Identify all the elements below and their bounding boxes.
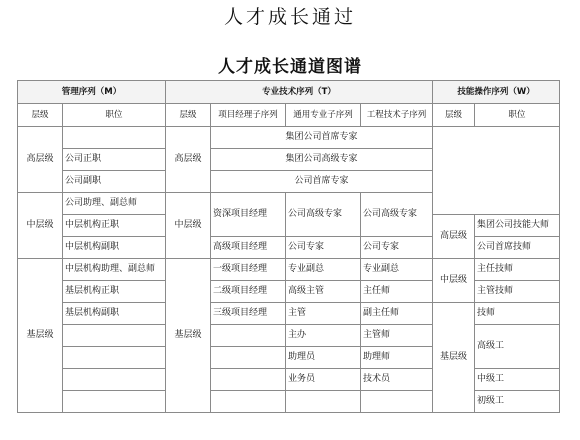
m-base-position: 基层机构正职	[63, 281, 166, 303]
m-mid-position: 公司助理、副总师	[63, 193, 166, 215]
t-base-engineering: 技术员	[361, 369, 433, 391]
technical-sequence-header: 专业技术序列（T）	[166, 81, 433, 104]
t-base-project	[211, 325, 286, 347]
w-base-position: 技师	[475, 303, 560, 325]
t-high-row: 公司首席专家	[211, 171, 433, 193]
m-high-level: 高层级	[18, 127, 63, 193]
t-mid-general: 公司专家	[286, 237, 361, 259]
m-level-header: 层级	[18, 104, 63, 127]
t-base-engineering: 专业副总	[361, 259, 433, 281]
t-base-project: 二级项目经理	[211, 281, 286, 303]
t-base-engineering: 主任师	[361, 281, 433, 303]
table-title: 人才成长通道图谱	[218, 57, 362, 77]
t-project-header: 项目经理子序列	[211, 104, 286, 127]
t-base-general: 专业副总	[286, 259, 361, 281]
m-high-position: 公司正职	[63, 149, 166, 171]
w-base-position: 高级工	[475, 325, 560, 369]
t-base-project	[211, 391, 286, 413]
skill-sequence-header: 技能操作序列（W）	[433, 81, 560, 104]
t-base-general	[286, 391, 361, 413]
t-high-level: 高层级	[166, 127, 211, 193]
t-base-general: 高级主管	[286, 281, 361, 303]
t-base-project	[211, 369, 286, 391]
w-position-header: 职位	[475, 104, 560, 127]
t-general-header: 通用专业子序列	[286, 104, 361, 127]
t-base-engineering: 助理师	[361, 347, 433, 369]
m-base-position	[63, 369, 166, 391]
t-mid-level: 中层级	[166, 193, 211, 259]
t-mid-project: 高级项目经理	[211, 237, 286, 259]
m-base-position: 基层机构副职	[63, 303, 166, 325]
t-high-row: 集团公司高级专家	[211, 149, 433, 171]
w-high-level: 高层级	[433, 215, 475, 259]
t-mid-engineering: 公司高级专家	[361, 193, 433, 237]
w-top-blank	[433, 127, 560, 215]
t-base-engineering: 副主任师	[361, 303, 433, 325]
t-base-project	[211, 347, 286, 369]
t-base-general: 业务员	[286, 369, 361, 391]
t-engineering-header: 工程技术子序列	[361, 104, 433, 127]
m-mid-position: 中层机构正职	[63, 215, 166, 237]
m-high-position	[63, 127, 166, 149]
m-position-header: 职位	[63, 104, 166, 127]
t-base-engineering	[361, 391, 433, 413]
t-base-general: 助理员	[286, 347, 361, 369]
m-mid-position: 中层机构副职	[63, 237, 166, 259]
t-mid-project: 资深项目经理	[211, 193, 286, 237]
t-base-project: 一级项目经理	[211, 259, 286, 281]
w-high-position: 集团公司技能大师	[475, 215, 560, 237]
w-base-position: 初级工	[475, 391, 560, 413]
w-level-header: 层级	[433, 104, 475, 127]
t-mid-engineering: 公司专家	[361, 237, 433, 259]
talent-growth-table	[17, 80, 560, 413]
w-mid-position: 主任技师	[475, 259, 560, 281]
w-high-position: 公司首席技师	[475, 237, 560, 259]
m-base-position	[63, 325, 166, 347]
t-base-level: 基层级	[166, 259, 211, 413]
m-high-position: 公司副职	[63, 171, 166, 193]
w-base-position: 中级工	[475, 369, 560, 391]
management-sequence-header: 管理序列（M）	[18, 81, 166, 104]
t-base-general: 主管	[286, 303, 361, 325]
m-base-level: 基层级	[18, 259, 63, 413]
w-mid-position: 主管技师	[475, 281, 560, 303]
m-mid-level: 中层级	[18, 193, 63, 259]
m-base-position	[63, 347, 166, 369]
t-high-row: 集团公司首席专家	[211, 127, 433, 149]
t-base-engineering: 主管师	[361, 325, 433, 347]
w-base-level: 基层级	[433, 303, 475, 413]
t-mid-general: 公司高级专家	[286, 193, 361, 237]
m-base-position: 中层机构助理、副总师	[63, 259, 166, 281]
t-base-general: 主办	[286, 325, 361, 347]
page-title: 人才成长通过	[223, 6, 356, 28]
w-mid-level: 中层级	[433, 259, 475, 303]
t-base-project: 三级项目经理	[211, 303, 286, 325]
m-base-position	[63, 391, 166, 413]
t-level-header: 层级	[166, 104, 211, 127]
